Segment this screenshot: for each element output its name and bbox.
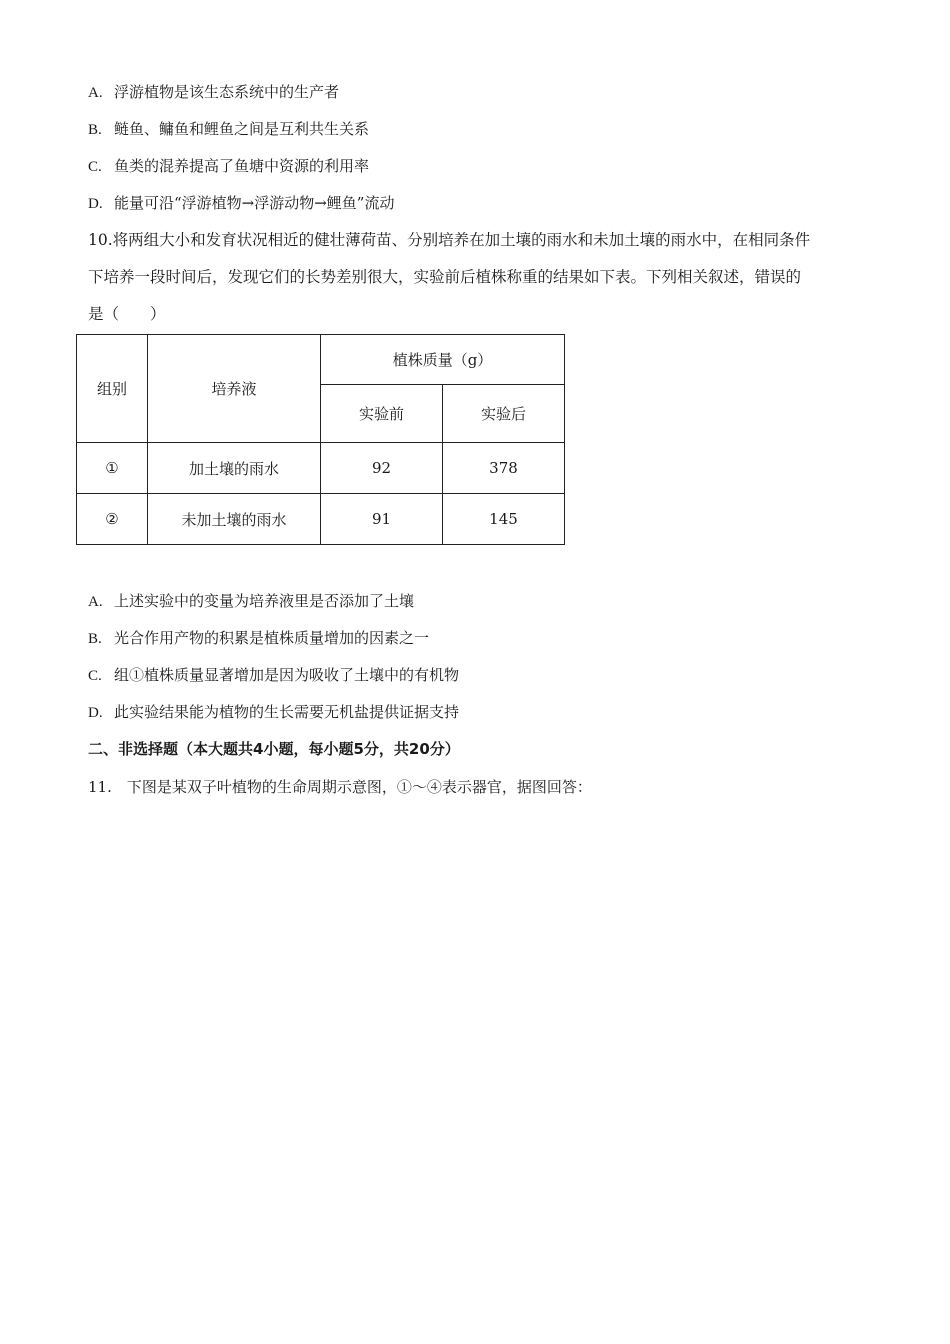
table-row [77,443,565,494]
header-before: 实验前 [321,385,443,443]
cell-before: 92 [321,443,443,494]
header-group: 组别 [77,335,148,443]
q11-stem: 11. 下图是某双子叶植物的生命周期示意图，①～④表示器官，据图回答： [88,778,592,796]
cell-before: 91 [321,494,443,545]
header-medium: 培养液 [148,335,321,443]
q10-stem-line1: 10.将两组大小和发育状况相近的健壮薄荷苗、分别培养在加土壤的雨水和未加土壤的雨水中，在相同条件 [88,231,811,249]
q10-stem [88,222,868,333]
q9-option-c: C. 鱼类的混养提高了鱼塘中资源的利用率 [88,157,370,175]
cell-group: ① [77,443,148,494]
q10-option-a: A. 上述实验中的变量为培养液里是否添加了土壤 [88,592,415,610]
cell-medium: 加土壤的雨水 [148,443,321,494]
cell-after: 378 [443,443,565,494]
header-after: 实验后 [443,385,565,443]
section2-heading: 二、非选择题（本大题共4小题，每小题5分，共20分） [88,740,460,758]
q10-option-d: D. 此实验结果能为植物的生长需要无机盐提供证据支持 [88,703,460,721]
q10-option-c: C. 组①植株质量显著增加是因为吸收了土壤中的有机物 [88,666,460,684]
q9-option-d: D. 能量可沿“浮游植物→浮游动物→鲤鱼”流动 [88,194,395,212]
q10-option-b: B. 光合作用产物的积累是植株质量增加的因素之一 [88,629,430,647]
q10-stem-line2: 下培养一段时间后，发现它们的长势差别很大，实验前后植株称重的结果如下表。下列相关叙述，错误的 [88,268,802,286]
q9-option-a: A. 浮游植物是该生态系统中的生产者 [88,83,340,101]
cell-group: ② [77,494,148,545]
header-plant-mass: 植株质量（g） [321,335,565,385]
q10-data-table [76,334,565,545]
cell-after: 145 [443,494,565,545]
q9-option-b: B. 鲢鱼、鳙鱼和鲤鱼之间是互利共生关系 [88,120,370,138]
table-row [77,494,565,545]
cell-medium: 未加土壤的雨水 [148,494,321,545]
q10-stem-line3: 是（ ） [88,305,166,323]
